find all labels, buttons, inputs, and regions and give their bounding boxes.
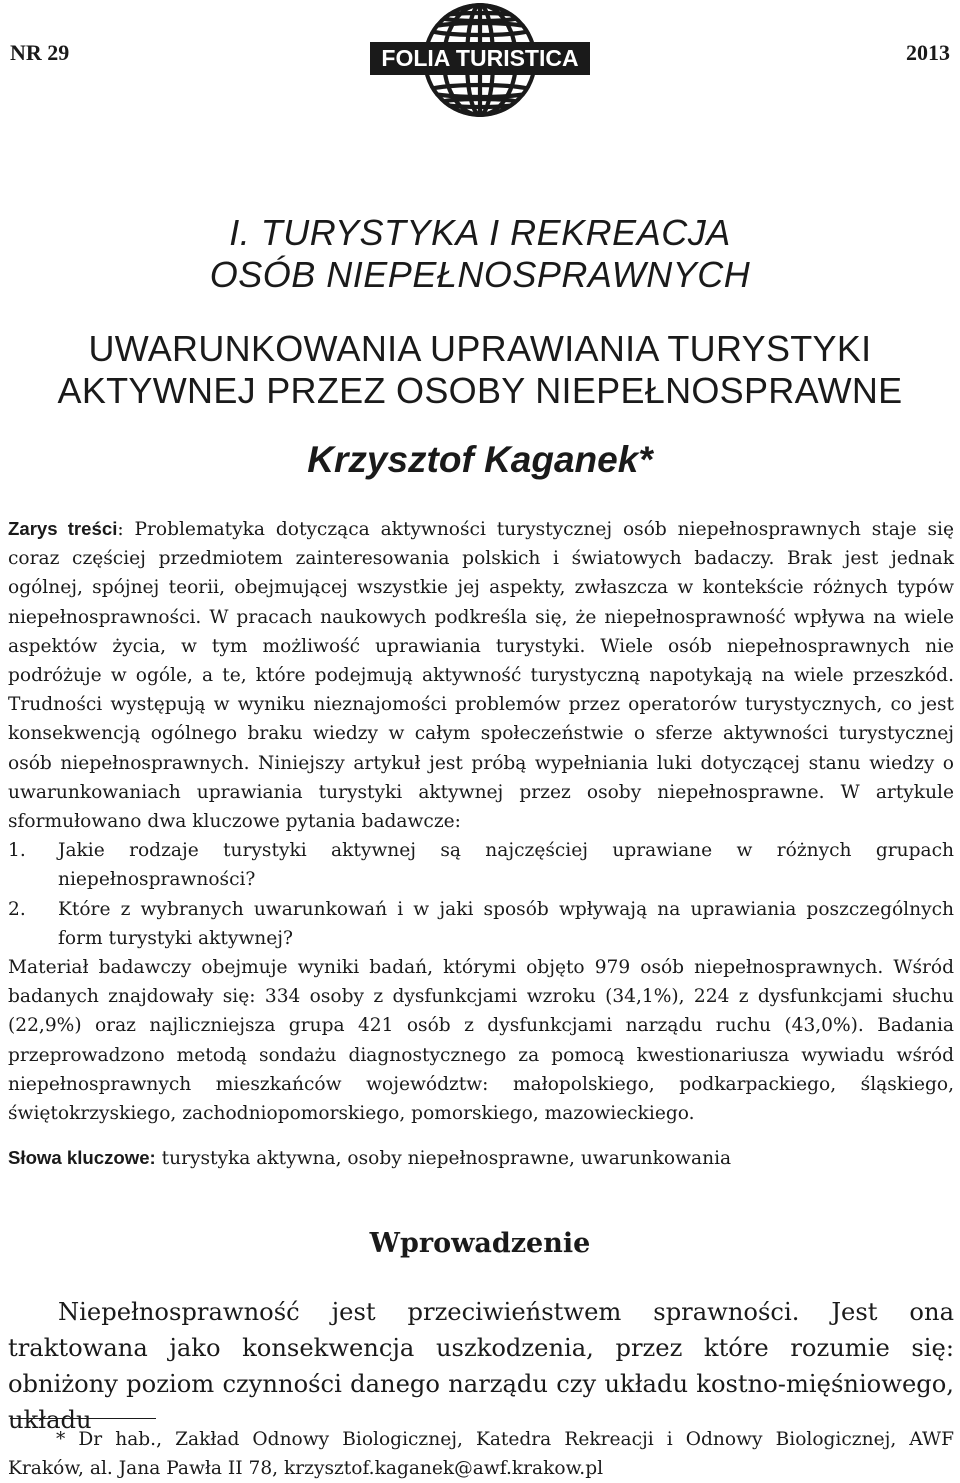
introduction-body [8,1294,954,1438]
footnote-text: * Dr hab., Zakład Odnowy Biologicznej, Katedra Rekreacji i Odnowy Biologicznej, AWF Kraków, al. Jana Pawła II 78, krzysztof.kaganek@awf.krakow.pl [8,1429,954,1479]
keywords [8,1143,954,1173]
introduction-heading: Wprowadzenie [369,1228,591,1259]
question-number: 1. [8,840,26,862]
section-title [0,212,960,296]
keywords-label: Słowa kluczowe: [8,1147,156,1168]
question-number: 2. [8,898,26,920]
issue-number: NR 29 [10,40,70,65]
research-questions [8,836,954,953]
abstract-label: Zarys treści [8,518,118,539]
section-title-line-1: I. TURYSTYKA I REKREACJA [229,212,731,253]
abstract-intro-text: : Problematyka dotycząca aktywności turystycznej osób niepełnosprawnych staje się coraz częściej przedmiotem zainteresowania polskich i światowych badaczy. Brak jest jednak ogólnej, spójnej teorii, obejmującej wszystkie jej aspekty, zwłaszcza w kontekście różnych typów niepełnosprawności. W pracach naukowych podkreśla się, że niepełnosprawność wpływa na wiele aspektów życia, w tym możliwość uprawiania turystyki. Wiele osób niepełnosprawnych nie podróżuje w ogóle, a te, które podejmują aktywność turystyczną napotykają na wiele przeszkód. Trudności występują w wyniku nieznajomości problemów przez operatorów turystycznych, co jest konsekwencją ogólnego braku wiedzy w całym społeczeństwie o sferze aktywności turystycznej osób niepełnosprawnych. Niniejszy artykuł jest próbą wypełniania luki dotyczącej stanu wiedzy o uwarunkowaniach uprawiania turystyki aktywnej przez osoby niepełnosprawne. W artykule sformułowano dwa kluczowe pytania badawcze: [8,519,954,833]
footnote [8,1425,954,1483]
section-title-line-2: OSÓB NIEPEŁNOSPRAWNYCH [209,254,751,295]
abstract [8,514,954,1128]
introduction-paragraph: Niepełnosprawność jest przeciwieństwem sprawności. Jest ona traktowana jako konsekwencja uszkodzenia, przez które rozumie się: obniżony poziom czynności danego narządu czy układu kostno-mięśniowego, układu [8,1298,954,1434]
question-text: Jakie rodzaje turystyki aktywnej są najczęściej uprawiane w różnych grupach niepełnosprawności? [58,840,954,891]
article-title-line-1: UWARUNKOWANIA UPRAWIANIA TURYSTYKI [88,328,872,369]
footnote-divider [10,1418,156,1419]
abstract-intro [8,514,954,836]
issue-year: 2013 [906,40,950,65]
page-header [0,0,960,120]
article-title [0,328,960,412]
research-question [8,895,954,953]
author-name: Krzysztof Kaganek* [307,439,653,480]
article-title-line-2: AKTYWNEJ PRZEZ OSOBY NIEPEŁNOSPRAWNE [57,370,903,411]
keywords-text: turystyka aktywna, osoby niepełnosprawne, uwarunkowania [155,1148,732,1169]
question-text: Które z wybranych uwarunkowań i w jaki sposób wpływają na uprawiania poszczególnych form turystyki aktywnej? [58,898,954,949]
abstract-outro: Materiał badawczy obejmuje wyniki badań, którymi objęto 979 osób niepełnosprawnych. Wśród badanych znajdowały się: 334 osoby z dysfunkcjami wzroku (34,1%), 224 z dysfunkcjami słuchu (22,9%) oraz najliczniejsza grupa 421 osób z dysfunkcjami narządu ruchu (43,0%). Badania przeprowadzono metodą sondażu diagnostycznego za pomocą kwestionariusza wywiadu wśród niepełnosprawnych mieszkańców województw: małopolskiego, podkarpackiego, śląskiego, świętokrzyskiego, zachodniopomorskiego, pomorskiego, mazowieckiego. [8,957,954,1125]
folia-turistica-logo [366,0,594,120]
logo-text: FOLIA TURISTICA [381,45,579,71]
research-question [8,836,954,894]
